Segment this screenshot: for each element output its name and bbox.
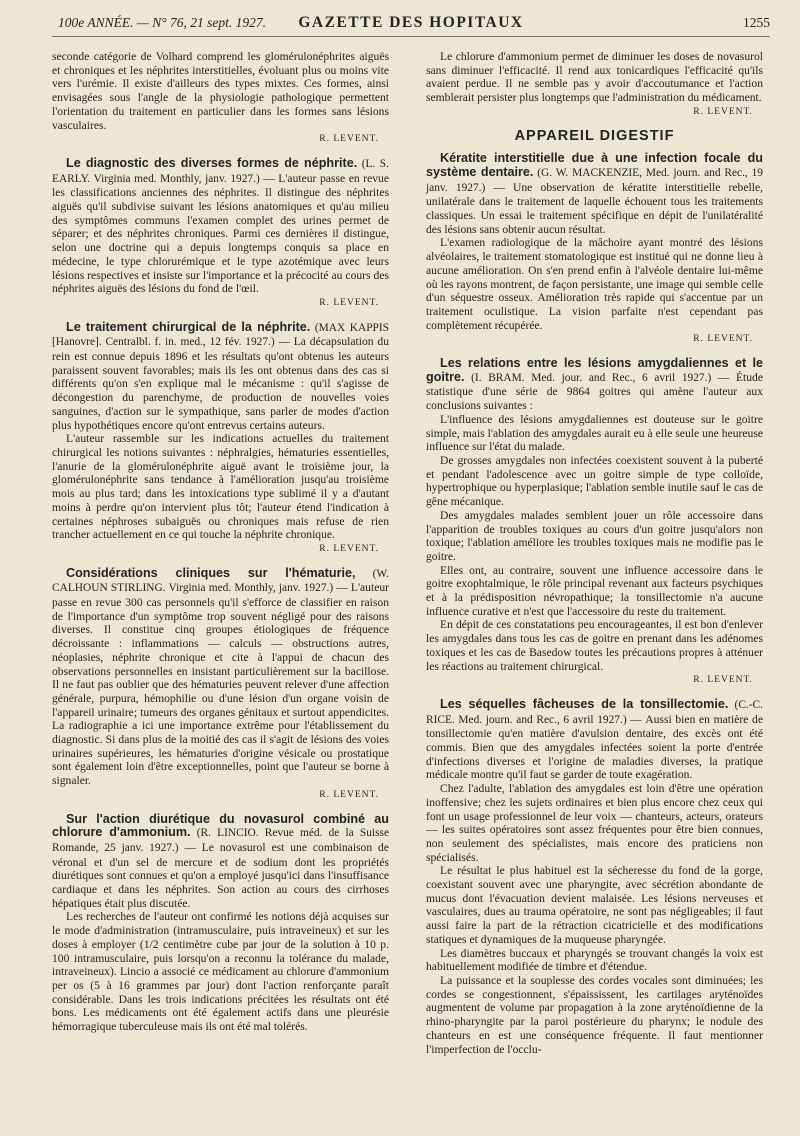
article-paragraph: L'influence des lésions amygdaliennes est douteuse sur le goitre simple, mais l'ablation des amygdales aurait eu à elle seule une heureuse influence sur l'état du malade. xyxy=(426,412,763,454)
article-body: L'auteur passe en revue 300 cas personnels qu'il s'efforce de classifier en raison de l'importance d'un symptôme trop souvent négligé pour des raisons diverses. Il constitue cinq groupes étiologiques de fréquence décroissante : inflammations — calculs — obstructions autres, néoplasies, néphrite chronique et cite à l'appui de chacun des observations personnelles en insistant particulièrement sur la bacillose. Il ne faut pas oublier que des hématuries peuvent relever d'une affection générale, purpura, hémophilie ou d'une lésion d'un organe voisin de l'appareil urinaire; tumeurs des organes génitaux et surtout appendicites. La radiographie a ici une importance extrême pour l'établissement du diagnostic. Si dans plus de la moitié des cas il s'agit de lésions des voies urinaires supérieures, les hématuries d'origine vésicale ou prostatique sont également loin d'être exceptionnelles, point que l'auteur se borne à signaler. xyxy=(52,581,389,788)
article-paragraph: Les diamètres buccaux et pharyngés se trouvant changés la voix est habituellement modifiée de timbre et d'étendue. xyxy=(426,946,763,974)
text-columns xyxy=(52,50,770,1130)
article-amygdales-goitre xyxy=(426,357,763,688)
article-body: Aussi bien en matière de tonsillectomie qu'en matière d'avulsion dentaire, des excès ont été commis. Bien que des amygdales infectées soient la porte d'entrée d'infections diverses et l'origine de maladies diverses, la pratique médicale montre qu'il faut se garder de toute exagération. xyxy=(426,712,763,782)
article-title: Les relations entre les lésions amygdaliennes et le goitre. xyxy=(426,356,763,384)
right-column xyxy=(426,50,763,1066)
article-paragraph xyxy=(426,152,763,236)
page-header xyxy=(52,12,770,37)
article-title: Le traitement chirurgical de la néphrite. xyxy=(66,319,311,334)
continuation-text: Le chlorure d'ammonium permet de diminuer les doses de novasurol sans diminuer l'efficacité. Il rend aux tonicardiques l'efficacité qu'ils avaient perdue. Il ne semble pas y avoir d'accoutumance et l'action semblerait persister plus longtemps que l'administration du médicament. xyxy=(426,50,763,105)
article-signature: R. LEVENT. xyxy=(693,106,753,117)
article-reference: (C.-C. RICE. Med. journ. and Rec., 6 avril 1927.) — xyxy=(426,698,764,726)
article-paragraph: De grosses amygdales non infectées coexistent souvent à la puberté et pendant l'adolescence avec un goitre simple de type colloïde, hypertrophique ou hyperplasique; l'ablation semble inutile sauf le cas de gêne mécanique. xyxy=(426,453,763,509)
article-paragraph xyxy=(426,698,763,782)
article-body: Une observation de kératite interstitielle rebelle, unilatérale dans le traitement de laquelle échouent tous les traitements classiques. Un essai le traitement spécifique en dépit de l'unilatéralité des lésions sans obtenir aucun résultat. xyxy=(426,180,763,236)
article-diagnostic-nephrite xyxy=(52,157,389,311)
left-column xyxy=(52,50,389,1044)
issue-info: 100e ANNÉE. — N° 76, 21 sept. 1927. xyxy=(58,15,267,30)
article-paragraph xyxy=(52,813,389,911)
article-paragraph: L'auteur rassemble sur les indications actuelles du traitement chirurgical les notions suivantes : néphralgies, hématuries essentielles, l'anurie de la glomérulonéphrite aiguë avant le troisième jour, la glomérulonéphrite sans tendance à l'amélioration jusqu'au troisième mois au plus tard; dans les intoxications type sublimé il y a d'autant moins à perdre qu'on intervient plus tôt; l'auteur étend l'indication à certaines néphroses subaiguës ou chroniques mais refuse de rien trancher actuellement en ce qui touche la néphrite chronique. xyxy=(52,432,389,542)
article-hematurie xyxy=(52,567,389,803)
article-traitement-chirurgical xyxy=(52,321,389,557)
article-paragraph xyxy=(52,567,389,788)
article-signature: R. LEVENT. xyxy=(693,675,753,686)
page-number: 1255 xyxy=(743,15,770,30)
article-keratite xyxy=(426,152,763,347)
article-title: Sur l'action diurétique du novasurol combiné au chlorure d'ammonium. xyxy=(52,811,389,840)
article-title: Kératite interstitielle due à une infection focale du système dentaire. xyxy=(426,151,763,179)
article-signature: R. LEVENT. xyxy=(319,789,379,800)
section-heading: APPAREIL DIGESTIF xyxy=(514,127,675,144)
article-body: L'auteur passe en revue les classifications anciennes des néphrites. Il distingue des néphrites aiguës qu'il subdivise suivant les lésions anatomiques et qu'au milieu des symptômes communs l'examen complet des urines permet de séparer; et des néphrites chroniques. Parmi ces dernières il distingue, selon une doctrine qui a depuis longtemps conquis sa place en médecine, le type chlorurémique et le type azotémique avec leurs lésions respectives et insiste sur l'importance et la précocité au cours des néphrites aiguës des lésions du fond de l'œil. xyxy=(52,171,389,296)
article-paragraph: Chez l'adulte, l'ablation des amygdales est loin d'être une opération inoffensive; chez les sujets ordinaires et bien plus encore chez ceux qui font un usage professionnel de leur voix — chanteurs, acteurs, orateurs — les suites opératoires sont assez fréquentes pour être bien connues, non seulement des spécialistes, mais encore des praticiens non spécialisés. xyxy=(426,782,763,864)
article-paragraph: La puissance et la souplesse des cordes vocales sont diminuées; les cordes se congestionnent, s'épaississent, les cartilages aryténoïdes augmentent de volume par propagation à la zone aryténoïdienne de la rhino-pharyngite par la paroi postérieure du pharynx; le nodule des chanteurs en est une conséquence fréquente. Il faut mentionner l'imperfection de l'occlu- xyxy=(426,974,763,1056)
article-title: Considérations cliniques sur l'hématurie, xyxy=(66,565,356,580)
continuation-text: seconde catégorie de Volhard comprend les glomérulonéphrites aiguës et chroniques et les néphrites interstitielles, évoluant plus ou moins vite vers l'urémie. Il existe d'ailleurs des types mixtes. Ces formes, ainsi envisagées sous l'angle de la physiologie pathologique permettent l'orientation du traitement en particulier dans les formes sans lésions vasculaires. xyxy=(52,50,389,132)
article-reference: (MAX KAPPIS [Hanovre]. Centralbl. f. in. med., 12 fév. 1927.) — xyxy=(52,321,389,349)
article-signature: R. LEVENT. xyxy=(319,297,379,308)
article-reference: (R. LINCIO. Revue méd. de la Suisse Romande, 25 janv. 1927.) — xyxy=(52,827,389,854)
article-continuation xyxy=(52,50,389,147)
article-signature: R. LEVENT. xyxy=(319,543,379,554)
article-paragraph: En dépit de ces constatations peu encourageantes, il est bon d'enlever les amygdales dans tous les cas de goitre en prenant dans les adénomes toxiques et les cas de Basedow toutes les précautions propres à atténuer les réactions au traitement chirurgical. xyxy=(426,618,763,673)
article-tonsillectomie xyxy=(426,698,763,1056)
article-paragraph: Elles ont, au contraire, souvent une influence accessoire dans le goitre exophtalmique, le rôle principal revenant aux facteurs psychiques et à la prédisposition névropathique; la tonsillectomie n'a aucune influence curative et n'est que l'accessoire du reste du traitement. xyxy=(426,563,763,618)
article-body: Étude statistique d'une série de 9864 goitres qui amène l'auteur aux conclusions suivantes : xyxy=(426,370,763,413)
article-reference: (G. W. MACKENZIE, Med. journ. and Rec., 19 janv. 1927.) — xyxy=(426,166,763,194)
article-paragraph: Des amygdales malades semblent jouer un rôle accessoire dans l'apparition de troubles toxiques au cours d'un goitre jusqu'alors non toxique; l'ablation améliore les troubles toxiques mais ne modifie pas le goitre. xyxy=(426,508,763,563)
article-paragraph xyxy=(52,321,389,433)
article-paragraph xyxy=(52,157,389,296)
article-reference: (W. CALHOUN STIRLING. Virginia med. Monthly, janv. 1927.) — xyxy=(52,567,389,595)
article-reference: (I. BRAM. Med. jour. and Rec., 6 avril 1927.) — xyxy=(464,371,736,384)
article-reference: (L. S. EARLY. Virginia med. Monthly, janv. 1927.) — xyxy=(52,157,389,185)
article-title: Les séquelles fâcheuses de la tonsillectomie. xyxy=(440,696,729,711)
journal-title: GAZETTE DES HOPITAUX xyxy=(298,14,524,31)
article-body: La décapsulation du rein est connue depuis 1896 et les résultats qu'ont obtenus les auteurs paraissent souvent favorables; mais ils les ont obtenus dans des cas si différents qu'on s'en explique mal le mécanisme : qu'il s'agisse de décongestion du parenchyme, de production de nouvelles voies sanguines, d'action sur le sympathique, sans parler de modes d'action plus hypothétiques encore qu'ont entrevus certains auteurs. xyxy=(52,335,389,432)
article-signature: R. LEVENT. xyxy=(693,334,753,345)
article-continuation xyxy=(426,50,763,120)
article-signature: R. LEVENT. xyxy=(319,134,379,145)
article-novasurol xyxy=(52,813,389,1034)
article-body: Le novasurol est une combinaison de véronal et d'un sel de mercure et de sodium dont les propriétés diurétiques sont connues et qu'on a employé jusqu'ici dans l'insuffisance cardiaque et dans les néphrites. Son action au cours des cirrhoses hépatiques était plus discutée. xyxy=(52,840,389,910)
article-title: Le diagnostic des diverses formes de néphrite. xyxy=(66,155,358,170)
article-paragraph: Les recherches de l'auteur ont confirmé les notions déjà acquises sur le mode d'administration (intramusculaire, puis intraveineux) et sur les doses à employer (1/2 centimètre cube par jour de la solution à 10 p. 100 intramusculaire, puis lorsqu'on a reconnu la tolérance du malade, intraveineux). Lincio a associé ce médicament au chlorure d'ammonium per os (5 à 16 grammes par jour) dont l'action renforçante paraît considérable. Dans les trois indications précitées les résultats ont été bons. Les médicaments ont été également actifs dans une pleurésie hémorragique tuberculeuse mais ils ont été mal tolérés. xyxy=(52,910,389,1034)
article-paragraph: L'examen radiologique de la mâchoire ayant montré des lésions alvéolaires, le traitement stomatologique est institué qui ne donne lieu à aucune amélioration. On s'en prend enfin à l'alvéole dentaire lui-même où les rayons montrent, de façon persistante, une image qui semble celle d'un séquestre osseux. Amélioration très rapide qui s'accentue par un traitement oculistique. La vision parfaite n'est cependant pas complètement récupérée. xyxy=(426,236,763,332)
article-paragraph: Le résultat le plus habituel est la sécheresse du fond de la gorge, coexistant souvent avec une pharyngite, avec sécrétion abondante de mucus dont l'évacuation devient malaisée. Les lésions nerveuses et vasculaires, dues au trauma opératoire, ne sont pas négligeables; il faut aussi faire la part de la rétraction cicatricielle et des modifications statiques et dynamiques de la muqueuse pharyngée. xyxy=(426,864,763,946)
article-paragraph xyxy=(426,357,763,413)
